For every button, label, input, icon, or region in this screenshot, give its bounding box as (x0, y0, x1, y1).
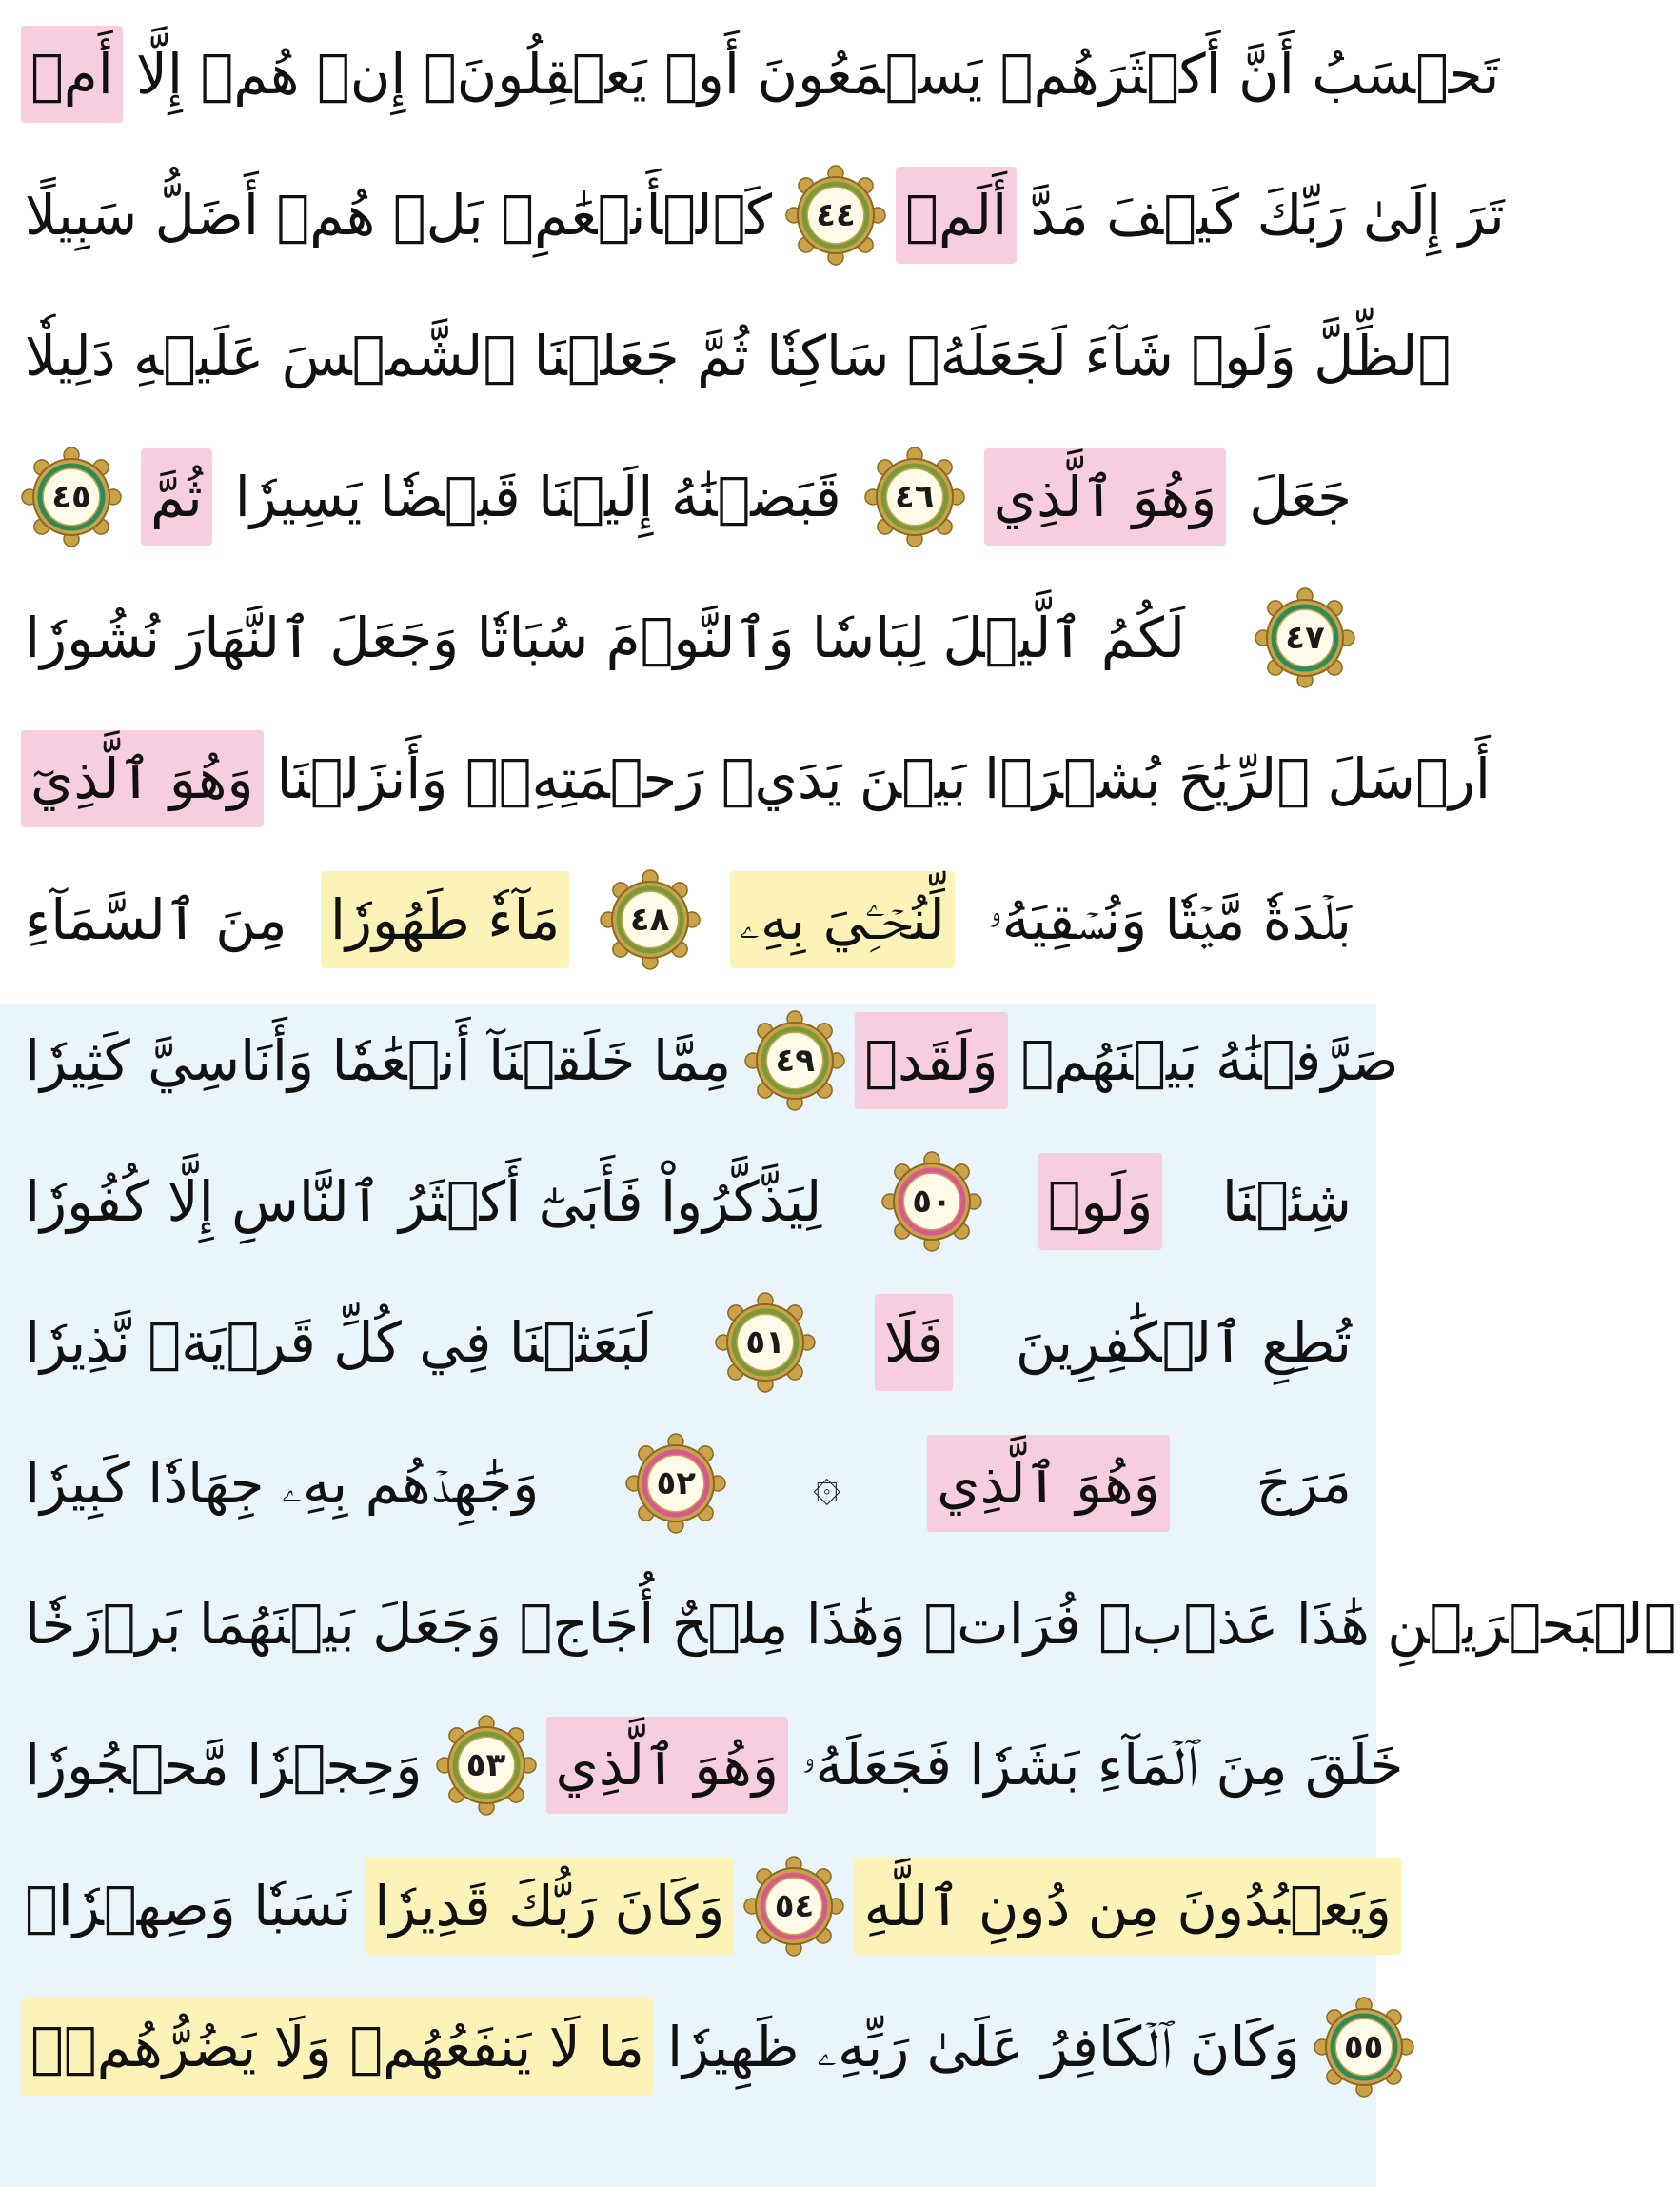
highlighted-phrase-yellow: لِّنُحۡـِۧيَ بِهِۦ (730, 871, 955, 968)
verse-text: كَٱلۡأَنۡعَٰمِۖ بَلۡ هُمۡ أَضَلُّ سَبِيلًا (25, 183, 773, 248)
verse-text: جَعَلَ (1249, 465, 1352, 529)
verse-line (21, 716, 1491, 842)
ayah-number: ٥١ (745, 1323, 785, 1362)
highlighted-phrase-yellow: مَا لَا يَنفَعُهُمۡ وَلَا يَضُرُّهُمۡۗ (21, 1998, 654, 2096)
verse-line (21, 857, 1355, 983)
highlighted-word-pink: ثُمَّ (141, 448, 212, 546)
ayah-number-marker[interactable] (600, 869, 701, 970)
highlighted-word-pink: أَلَمۡ (896, 167, 1017, 264)
ayah-number-marker[interactable] (625, 1433, 726, 1534)
verse-line (21, 1843, 1392, 1969)
ayah-number-marker[interactable] (785, 165, 886, 266)
highlighted-phrase-yellow: مَآءٗ طَهُورٗا (321, 871, 569, 968)
verse-text: ٱلۡبَحۡرَيۡنِ هَٰذَا عَذۡبٞ فُرَاتٞ وَهَٰذَا مِلۡحٌ أُجَاجٞ وَجَعَلَ بَيۡنَهُمَا بَرۡزَخٗا (25, 1592, 1677, 1657)
rub-el-hizb-icon: ۞ (813, 1456, 841, 1511)
verse-line (21, 293, 1452, 419)
highlighted-word-pink: وَهُوَ ٱلَّذِي (984, 448, 1227, 546)
ayah-number-marker[interactable] (21, 447, 122, 547)
verse-line (21, 998, 1399, 1123)
verse-line (21, 1984, 1384, 2110)
ayah-number-marker[interactable] (436, 1715, 537, 1816)
verse-text: شِئۡنَا (1221, 1169, 1352, 1234)
verse-text: تُطِعِ ٱلۡكَٰفِرِينَ (1015, 1310, 1352, 1375)
verse-text: لَبَعَثۡنَا فِي كُلِّ قَرۡيَةٖ نَّذِيرٗا (25, 1310, 653, 1375)
verse-text: وَكَانَ ٱلۡكَافِرُ عَلَىٰ رَبِّهِۦ ظَهِيرٗا (667, 2015, 1300, 2079)
verse-text: مِنَ ٱلسَّمَآءِ (25, 887, 287, 952)
ayah-number-marker[interactable] (743, 1856, 844, 1957)
ayah-number: ٥٠ (912, 1183, 952, 1221)
verse-line (21, 1561, 1677, 1687)
ayah-number: ٥٣ (465, 1746, 506, 1784)
verse-text: وَجَٰهِدۡهُم بِهِۦ جِهَادٗا كَبِيرٗا (25, 1451, 540, 1516)
highlighted-phrase-yellow: وَكَانَ رَبُّكَ قَدِيرٗا (365, 1858, 734, 1955)
verse-text: لِيَذَّكَّرُواْ فَأَبَىٰٓ أَكۡثَرُ ٱلنَّاسِ إِلَّا كُفُورٗا (25, 1169, 822, 1234)
ayah-number-marker[interactable] (1255, 587, 1355, 688)
verse-line (21, 434, 1355, 560)
highlighted-word-pink: وَهُوَ ٱلَّذِي (927, 1435, 1170, 1532)
ayah-number: ٤٥ (51, 478, 91, 516)
ayah-number: ٤٨ (629, 901, 670, 939)
verse-text: تَرَ إِلَىٰ رَبِّكَ كَيۡفَ مَدَّ (1030, 183, 1505, 248)
ayah-number-marker[interactable] (1314, 1997, 1414, 2098)
verse-text: مِمَّا خَلَقۡنَآ أَنۡعَٰمٗا وَأَنَاسِيَّ كَثِيرٗا (25, 1028, 732, 1093)
verse-text: قَبَضۡنَٰهُ إِلَيۡنَا قَبۡضٗا يَسِيرٗا (234, 465, 841, 529)
ayah-number: ٤٧ (1285, 619, 1325, 657)
highlighted-word-pink: وَلَوۡ (1038, 1153, 1162, 1250)
verse-line (21, 1139, 1355, 1264)
ayah-number: ٤٦ (895, 478, 935, 516)
ayah-number: ٥٢ (656, 1464, 697, 1502)
highlighted-word-pink: وَهُوَ ٱلَّذِي (546, 1717, 789, 1814)
ayah-number: ٤٩ (775, 1042, 816, 1080)
verse-text: لَكُمُ ٱلَّيۡلَ لِبَاسٗا وَٱلنَّوۡمَ سُبَاتٗا وَجَعَلَ ٱلنَّهَارَ نُشُورٗا (25, 606, 1186, 670)
verse-text: ٱلظِّلَّ وَلَوۡ شَآءَ لَجَعَلَهُۥ سَاكِنٗا ثُمَّ جَعَلۡنَا ٱلشَّمۡسَ عَلَيۡهِ دَلِيلٗا (25, 324, 1452, 388)
verse-text: وَحِجۡرٗا مَّحۡجُورٗا (25, 1733, 423, 1798)
ayah-number-marker[interactable] (715, 1292, 816, 1393)
ayah-number-marker[interactable] (864, 447, 965, 547)
verse-line (21, 575, 1355, 701)
verse-text: نَسَبٗا وَصِهۡرٗاۗ (25, 1874, 352, 1938)
verse-text: تَحۡسَبُ أَنَّ أَكۡثَرَهُمۡ يَسۡمَعُونَ أَوۡ يَعۡقِلُونَۚ إِنۡ هُمۡ إِلَّا (135, 42, 1500, 107)
ayah-number-marker[interactable] (881, 1151, 982, 1252)
verse-line (21, 152, 1505, 278)
verse-line (21, 1421, 1355, 1546)
ayah-number: ٥٥ (1343, 2028, 1384, 2066)
verse-line (21, 1280, 1355, 1405)
ayah-number: ٤٤ (816, 196, 856, 234)
highlighted-phrase-yellow: وَيَعۡبُدُونَ مِن دُونِ ٱللَّهِ (854, 1858, 1400, 1955)
verse-line (21, 1702, 1404, 1828)
highlighted-word-pink: وَهُوَ ٱلَّذِيٓ (21, 730, 264, 827)
highlighted-word-pink: فَلَا (875, 1294, 953, 1391)
verse-text: صَرَّفۡنَٰهُ بَيۡنَهُمۡ (1020, 1028, 1399, 1093)
verse-line (21, 11, 1500, 137)
verse-text: خَلَقَ مِنَ ٱلۡمَآءِ بَشَرٗا فَجَعَلَهُۥ (801, 1733, 1404, 1798)
highlighted-word-pink: وَلَقَدۡ (855, 1012, 1007, 1109)
verse-text: مَرَجَ (1255, 1451, 1352, 1516)
ayah-number-marker[interactable] (744, 1010, 845, 1111)
ayah-number: ٥٤ (774, 1887, 815, 1925)
verse-text: بَلۡدَةٗ مَّيۡتٗا وَنُسۡقِيَهُۥ (988, 887, 1352, 952)
highlighted-word-pink: أَمۡ (21, 26, 123, 123)
verse-text: أَرۡسَلَ ٱلرِّيَٰحَ بُشۡرَۢا بَيۡنَ يَدَيۡ رَحۡمَتِهِۦۚ وَأَنزَلۡنَا (276, 746, 1491, 811)
